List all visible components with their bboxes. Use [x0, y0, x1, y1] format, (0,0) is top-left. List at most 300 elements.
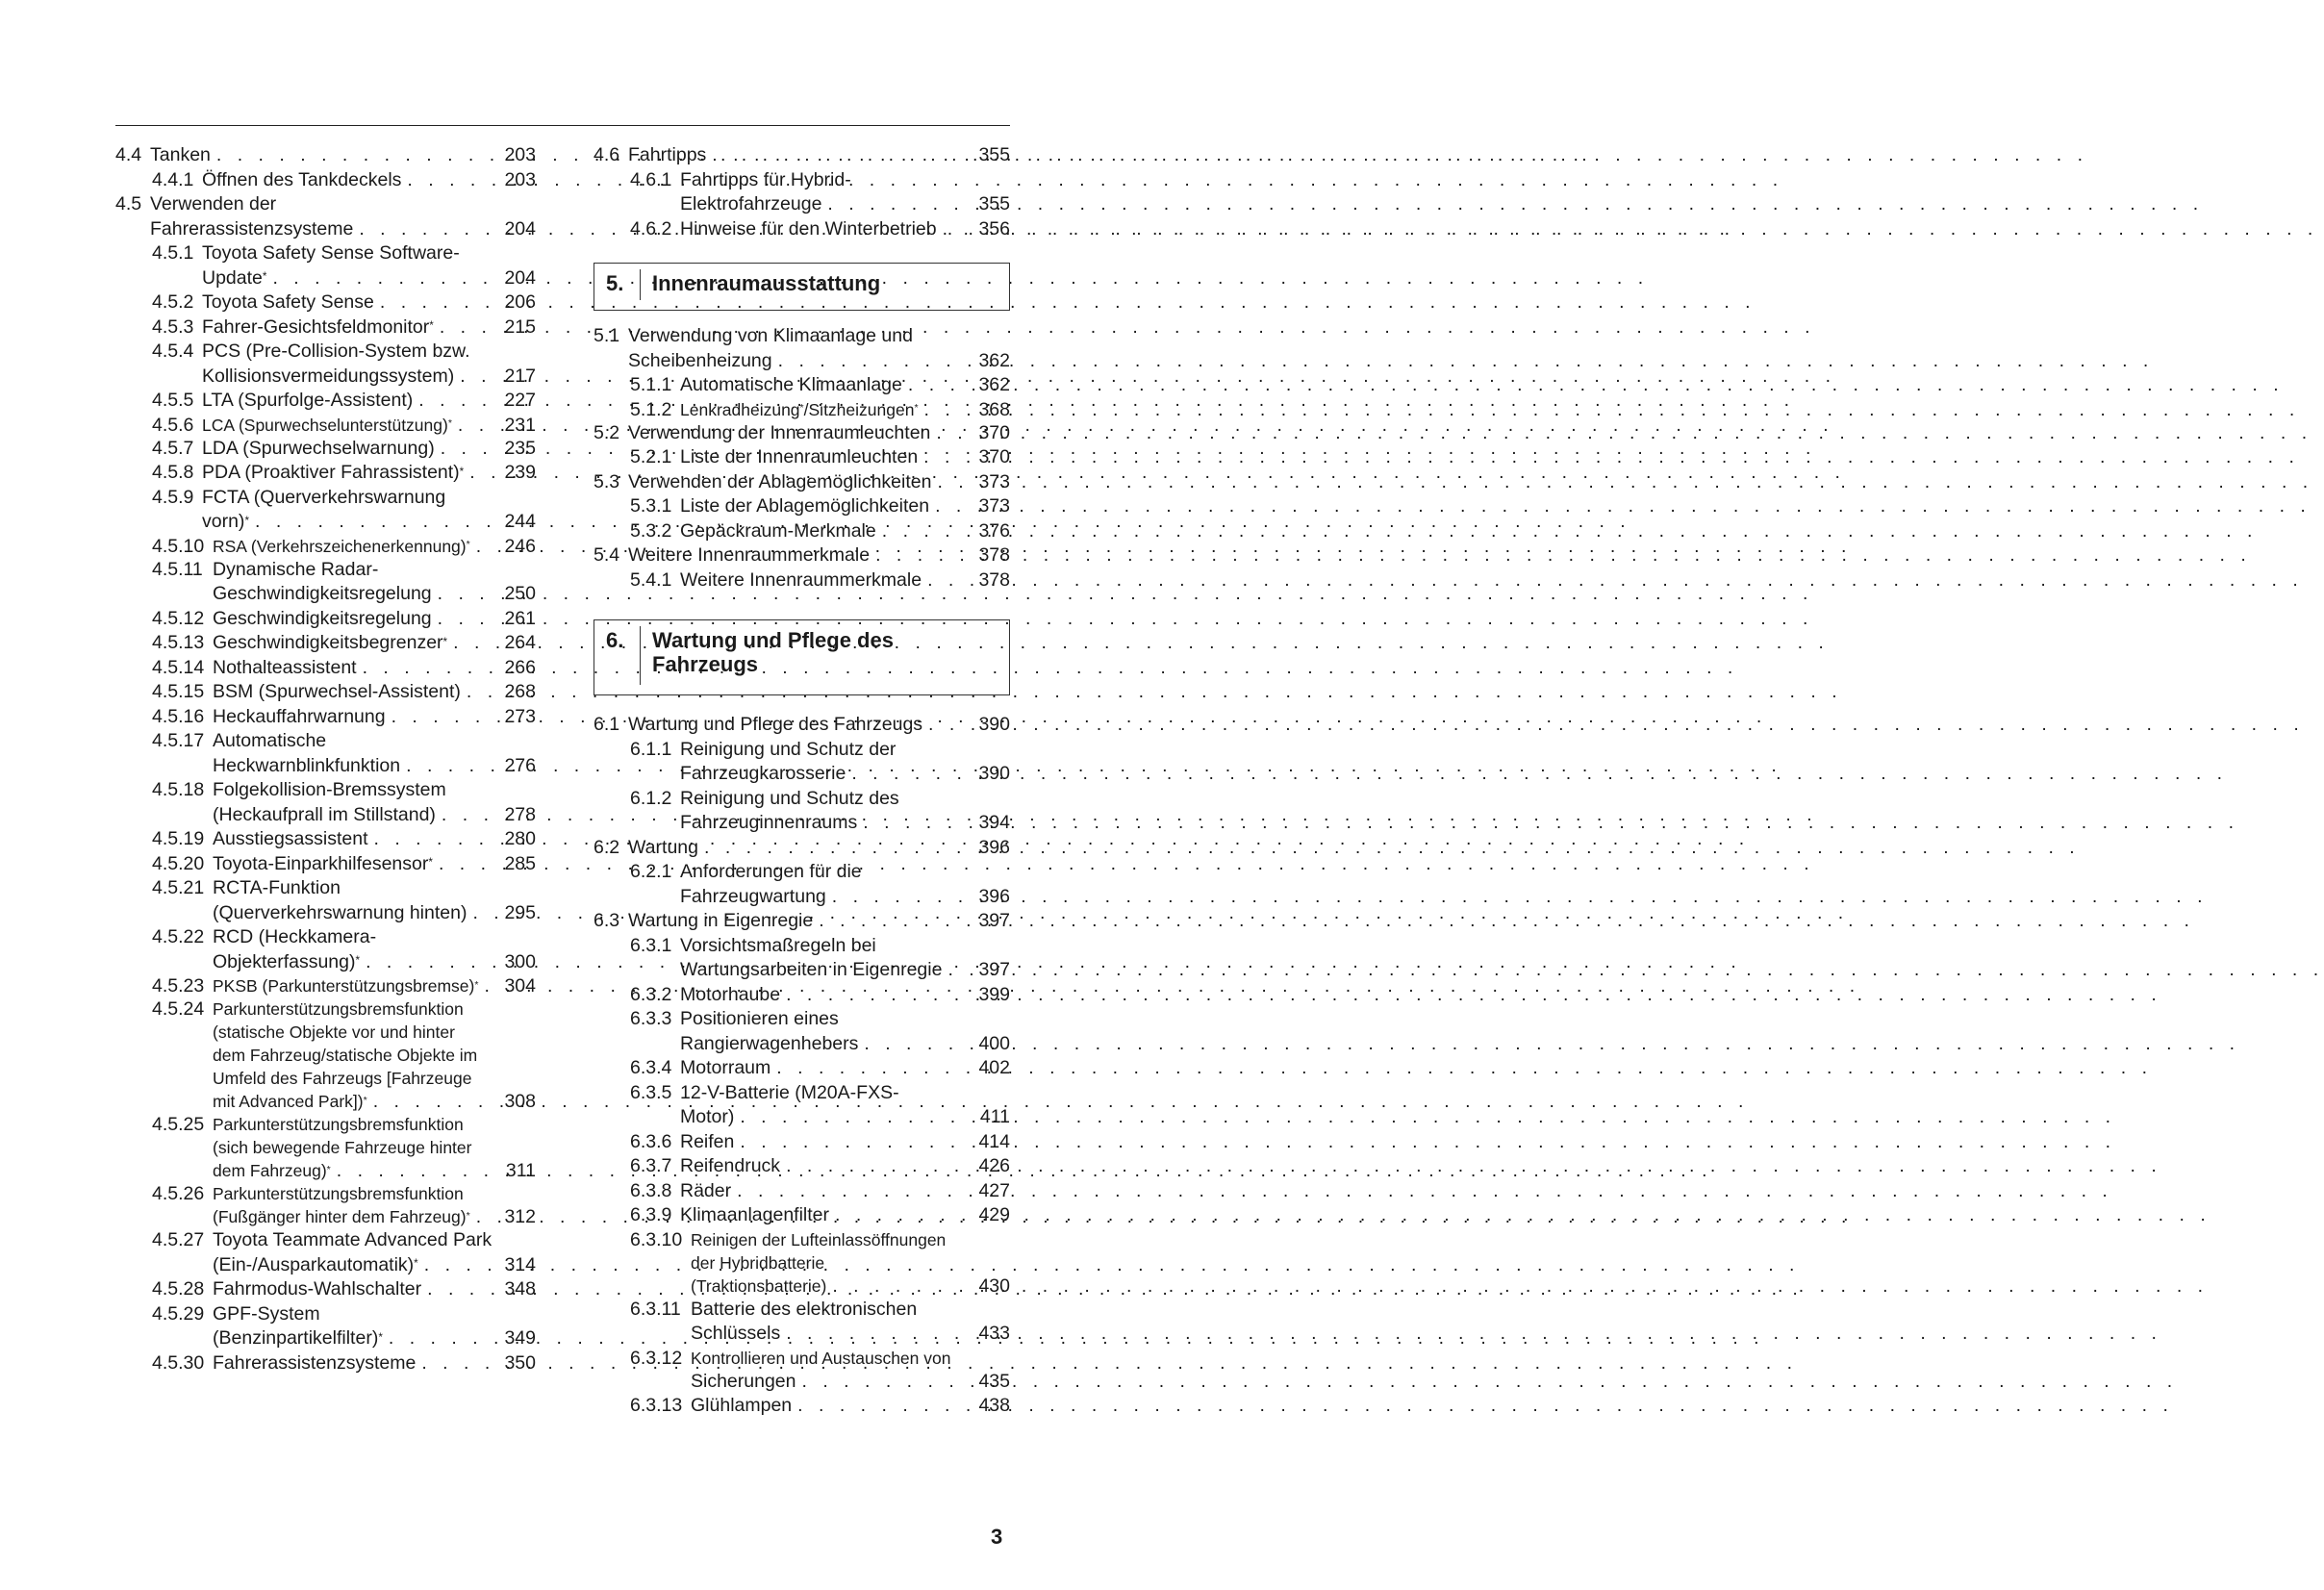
toc-entry-line — [594, 470, 1010, 495]
toc-entry-line — [594, 421, 1010, 446]
toc-entry-number: 4.5.3 — [152, 315, 194, 338]
footnote-asterisk: * — [244, 514, 249, 527]
toc-entry-page[interactable]: 266 — [504, 656, 536, 678]
toc-entry-page[interactable]: 204 — [504, 217, 536, 240]
toc-entry-number: 6.3.12 — [630, 1347, 683, 1369]
toc-entry-number: 6.1.2 — [630, 787, 672, 809]
toc-entry[interactable] — [115, 656, 536, 681]
toc-entry-page[interactable]: 314 — [504, 1253, 536, 1275]
toc-entry[interactable] — [594, 1394, 1010, 1419]
toc-entry[interactable] — [115, 535, 536, 558]
toc-entry[interactable] — [594, 519, 1010, 544]
toc-entry[interactable] — [594, 1056, 1010, 1081]
toc-entry-number: 4.5.2 — [152, 291, 194, 313]
toc-entry[interactable] — [594, 909, 1010, 934]
toc-entry[interactable] — [115, 1228, 536, 1277]
toc-entry[interactable] — [115, 778, 536, 827]
toc-entry-title: Reinigen der Lufteinlassöffnungen — [691, 1229, 947, 1249]
toc-entry-title: Fahrerassistenzsysteme — [213, 1351, 417, 1374]
toc-entry-title: Batterie des elektronischen — [691, 1298, 918, 1320]
dot-leader — [796, 1370, 979, 1395]
toc-entry-page[interactable]: 235 — [504, 437, 536, 459]
toc-entry[interactable] — [115, 1113, 536, 1182]
toc-entry-continuation — [152, 1159, 536, 1182]
toc-entry-page[interactable]: 396 — [978, 836, 1010, 858]
dot-leader — [902, 373, 979, 398]
toc-entry-title: Wartung — [628, 836, 698, 858]
toc-entry-title: Toyota Safety Sense — [202, 291, 374, 313]
toc-entry[interactable] — [594, 568, 1010, 593]
toc-entry-title: Verwendung der Innenraumleuchten — [628, 421, 931, 443]
dot-leader — [467, 901, 504, 926]
toc-entry-title: Fahrer-Gesichtsfeldmonitor* — [202, 315, 434, 338]
toc-entry-continuation — [630, 811, 1010, 836]
toc-entry-page[interactable]: 261 — [504, 607, 536, 629]
toc-entry-title: Parkunterstützungsbremsfunktion — [213, 999, 464, 1019]
toc-entry[interactable] — [115, 852, 536, 877]
toc-entry-continuation — [152, 1253, 536, 1278]
toc-entry-page[interactable]: 368 — [978, 398, 1010, 420]
toc-entry-title: Parkunterstützungsbremsfunktion — [213, 1115, 464, 1134]
toc-entry-page[interactable]: 370 — [978, 446, 1010, 467]
dot-leader — [792, 1394, 978, 1419]
chapter-5-header[interactable] — [594, 263, 1010, 311]
toc-entry-title: Umfeld des Fahrzeugs [Fahrzeuge — [213, 1069, 472, 1088]
toc-entry-page[interactable]: 203 — [504, 144, 536, 165]
toc-entry-page[interactable]: 204 — [504, 266, 536, 289]
toc-entry-line — [630, 445, 1010, 470]
toc-entry-page[interactable]: 206 — [504, 291, 536, 313]
page-number: 3 — [991, 1525, 1003, 1549]
toc-entry-page[interactable]: 348 — [504, 1278, 536, 1300]
footnote-asterisk: * — [914, 402, 919, 415]
toc-entry[interactable] — [594, 1203, 1010, 1228]
toc-entry-title: Öffnen des Tankdeckels — [202, 168, 402, 190]
toc-entry[interactable] — [594, 494, 1010, 519]
toc-entry[interactable] — [594, 1081, 1010, 1130]
toc-entry-title: Rangierwagenhebers — [680, 1032, 859, 1054]
toc-entry-line — [152, 680, 536, 705]
toc-entry-title: Weitere Innenraummerkmale — [680, 568, 922, 591]
toc-entry-title: Reinigung und Schutz des — [680, 787, 899, 809]
toc-entry-page[interactable]: 273 — [504, 705, 536, 727]
toc-entry[interactable] — [115, 461, 536, 486]
toc-entry[interactable] — [115, 705, 536, 730]
toc-entry-title: Dynamische Radar- — [213, 558, 379, 580]
chapter-6-header[interactable] — [594, 619, 1010, 695]
toc-entry-continuation — [630, 1275, 1010, 1298]
toc-entry[interactable] — [115, 1302, 536, 1351]
toc-entry-number: 4.5.17 — [152, 730, 205, 751]
toc-entry-line — [594, 324, 1010, 349]
toc-entry[interactable] — [115, 340, 536, 389]
toc-entry-continuation — [594, 349, 1010, 374]
toc-entry-page[interactable]: 427 — [978, 1179, 1010, 1201]
toc-entry[interactable] — [115, 315, 536, 341]
chapter-6-number: 6. — [594, 620, 641, 694]
toc-entry[interactable] — [594, 421, 1010, 446]
toc-entry-page[interactable]: 280 — [504, 828, 536, 849]
toc-entry-number: 6.3.9 — [630, 1204, 672, 1225]
toc-entry-line — [152, 461, 536, 486]
toc-entry-continuation — [152, 1021, 536, 1044]
toc-entry-title: Toyota Safety Sense Software- — [202, 242, 460, 264]
toc-entry-continuation — [630, 1032, 1010, 1057]
toc-entry-title: Elektrofahrzeuge — [680, 193, 822, 215]
toc-entry-page[interactable]: 244 — [504, 511, 536, 532]
toc-entry[interactable] — [594, 543, 1010, 568]
toc-entry-title: Ausstiegsassistent — [213, 828, 368, 849]
toc-entry-page[interactable]: 414 — [978, 1130, 1010, 1152]
toc-entry-number: 6.3.2 — [630, 983, 672, 1005]
toc-entry-line — [152, 1228, 536, 1253]
toc-entry-page[interactable]: 350 — [504, 1351, 536, 1374]
toc-entry[interactable] — [594, 983, 1010, 1008]
toc-entry-page[interactable]: 268 — [504, 681, 536, 702]
footnote-asterisk: * — [355, 954, 361, 968]
dot-leader — [357, 656, 505, 681]
toc-entry[interactable] — [115, 192, 536, 241]
dot-leader — [826, 885, 979, 910]
top-rule — [115, 125, 1010, 126]
toc-entry-number: 4.5.25 — [152, 1114, 205, 1135]
toc-entry-page[interactable]: 438 — [978, 1395, 1010, 1416]
dot-leader — [461, 680, 505, 705]
toc-entry-page[interactable]: 246 — [504, 535, 536, 557]
toc-entry-number: 4.5.16 — [152, 705, 205, 727]
toc-entry-title: Kollisionsvermeidungssystem) — [202, 365, 455, 387]
toc-entry-line — [152, 827, 536, 852]
toc-entry[interactable] — [594, 1347, 1010, 1395]
toc-entry-number: 4.5.15 — [152, 681, 205, 702]
toc-entry-line — [152, 1277, 536, 1302]
dot-leader — [826, 1275, 978, 1298]
dot-leader — [858, 1032, 978, 1057]
dot-leader — [734, 1130, 978, 1155]
toc-entry-line — [630, 1130, 1010, 1155]
toc-entry-line — [152, 486, 536, 511]
toc-entry-page[interactable]: 433 — [978, 1323, 1010, 1344]
toc-entry-number: 6.3.6 — [630, 1130, 672, 1152]
toc-entry-page[interactable]: 227 — [504, 390, 536, 411]
toc-entry[interactable] — [594, 470, 1010, 495]
toc-entry[interactable] — [115, 486, 536, 535]
toc-entry-line — [630, 787, 1010, 812]
toc-entry-page[interactable]: 203 — [504, 168, 536, 190]
toc-entry-page[interactable]: 370 — [978, 421, 1010, 443]
toc-entry-continuation — [152, 1136, 536, 1159]
toc-entry-page[interactable]: 276 — [504, 754, 536, 776]
toc-entry-page[interactable]: 394 — [978, 812, 1010, 833]
toc-entry-page[interactable]: 399 — [978, 983, 1010, 1005]
toc-entry[interactable] — [594, 143, 1010, 168]
toc-entry-number: 5.2.1 — [630, 446, 672, 467]
toc-entry[interactable] — [115, 1182, 536, 1228]
toc-entry-page[interactable]: 285 — [504, 852, 536, 874]
toc-entry-number: 6.3.3 — [630, 1008, 672, 1029]
toc-entry-page[interactable]: 390 — [978, 763, 1010, 784]
toc-entry-page[interactable]: 400 — [978, 1032, 1010, 1054]
toc-entry-title: LTA (Spurfolge-Assistent) — [202, 390, 414, 411]
toc-entry-page[interactable]: 355 — [978, 144, 1010, 165]
toc-entry[interactable] — [594, 836, 1010, 861]
dot-leader — [930, 421, 978, 446]
toc-entry-page[interactable]: 217 — [504, 365, 536, 387]
dot-leader — [374, 290, 505, 315]
toc-entry-line — [152, 1351, 536, 1376]
toc-entry-page[interactable]: 373 — [978, 495, 1010, 517]
dot-leader — [829, 1203, 978, 1228]
toc-entry-page[interactable]: 355 — [978, 193, 1010, 215]
toc-entry-continuation — [152, 901, 536, 926]
toc-entry-page[interactable]: 373 — [978, 470, 1010, 492]
toc-entry-number: 4.5.30 — [152, 1351, 205, 1374]
toc-entry-line — [594, 836, 1010, 861]
toc-entry-title: Fahrzeugkarosserie — [680, 763, 846, 784]
toc-entry-number: 4.5.19 — [152, 828, 205, 849]
toc-entry-number: 4.6.2 — [630, 217, 672, 240]
toc-entry-page[interactable]: 312 — [504, 1206, 536, 1227]
toc-entry-title: Reinigung und Schutz der — [680, 738, 897, 760]
toc-entry[interactable] — [594, 1154, 1010, 1179]
toc-entry-line — [152, 974, 536, 997]
toc-entry-line — [152, 290, 536, 315]
toc-entry-line — [630, 1298, 1010, 1323]
toc-entry[interactable] — [115, 389, 536, 414]
toc-entry[interactable] — [594, 1298, 1010, 1347]
toc-entry-title: Geschwindigkeitsbegrenzer* — [213, 632, 448, 653]
dot-leader — [435, 437, 505, 462]
toc-entry-line — [594, 143, 1010, 168]
toc-entry-number: 5.4 — [594, 544, 620, 566]
dot-leader — [266, 266, 504, 291]
toc-entry-title: Wartungsarbeiten in Eigenregie — [680, 959, 943, 980]
toc-entry-line — [630, 373, 1010, 398]
toc-entry-page[interactable]: 378 — [978, 544, 1010, 566]
toc-entry[interactable] — [594, 1228, 1010, 1298]
toc-entry-title: Scheibenheizung — [628, 349, 772, 371]
toc-entry-page[interactable]: 308 — [504, 1091, 536, 1112]
toc-entry-title: (Ein-/Ausparkautomatik)* — [213, 1253, 418, 1275]
toc-entry[interactable] — [115, 680, 536, 705]
dot-leader — [937, 217, 979, 242]
toc-left-column — [115, 143, 536, 1375]
toc-entry-title: Gepäckraum-Merkmale — [680, 519, 876, 542]
dot-leader — [780, 983, 978, 1008]
toc-entry-number: 6.3.4 — [630, 1057, 672, 1078]
toc-entry-title: vorn)* — [202, 511, 249, 532]
toc-entry-line — [630, 519, 1010, 544]
toc-entry[interactable] — [594, 738, 1010, 787]
toc-entry[interactable] — [594, 1007, 1010, 1056]
toc-entry-number: 4.5.8 — [152, 462, 194, 483]
toc-entry[interactable] — [115, 631, 536, 656]
toc-entry-number: 4.6 — [594, 144, 620, 165]
toc-entry-title: PCS (Pre-Collision-System bzw. — [202, 341, 470, 362]
toc-entry-page[interactable]: 362 — [978, 349, 1010, 371]
dot-leader — [931, 470, 978, 495]
toc-entry-title: (Benzinpartikelfilter)* — [213, 1327, 383, 1349]
dot-leader — [780, 1322, 978, 1347]
toc-entry-number: 4.5.21 — [152, 877, 205, 898]
dot-leader — [249, 510, 504, 535]
toc-entry-line — [152, 778, 536, 803]
toc-entry[interactable] — [115, 437, 536, 462]
toc-entry-page[interactable]: 402 — [978, 1057, 1010, 1078]
toc-entry-page[interactable]: 426 — [978, 1155, 1010, 1176]
toc-entry-title: Verwenden der Ablagemöglichkeiten — [628, 470, 932, 492]
toc-entry-page[interactable]: 311 — [505, 1160, 536, 1181]
toc-entry-page[interactable]: 349 — [504, 1327, 536, 1349]
dot-leader — [368, 827, 505, 852]
chapter-5-number: 5. — [594, 264, 641, 310]
toc-entry-page[interactable]: 397 — [978, 910, 1010, 931]
toc-entry-title: Fahrzeugwartung — [680, 885, 826, 907]
toc-entry-line — [152, 315, 536, 341]
toc-entry-number: 4.5.9 — [152, 486, 194, 508]
toc-entry[interactable] — [115, 241, 536, 290]
toc-entry[interactable] — [115, 558, 536, 607]
toc-entry-line — [152, 729, 536, 754]
toc-entry-page[interactable]: 239 — [504, 462, 536, 483]
toc-entry[interactable] — [115, 143, 536, 168]
toc-entry-title: Kontrollieren und Austauschen von — [691, 1348, 951, 1368]
toc-entry[interactable] — [115, 827, 536, 852]
toc-entry-page[interactable]: 435 — [978, 1370, 1010, 1392]
toc-entry[interactable] — [115, 414, 536, 437]
toc-entry-title: Liste der Ablagemöglichkeiten — [680, 495, 930, 517]
toc-entry-page[interactable]: 231 — [504, 414, 536, 436]
toc-entry-continuation — [152, 1067, 536, 1090]
toc-entry-continuation — [630, 885, 1010, 910]
toc-entry-line — [594, 713, 1010, 738]
toc-entry-title: Verwenden der — [150, 193, 277, 215]
toc-entry-title: LCA (Spurwechselunterstützung)* — [202, 415, 452, 435]
toc-entry-title: Nothalteassistent — [213, 656, 357, 678]
toc-entry-line — [152, 876, 536, 901]
toc-entry-title: Motorraum — [680, 1057, 771, 1078]
toc-entry[interactable] — [115, 1351, 536, 1376]
dot-leader — [857, 811, 978, 836]
toc-entry-number: 4.5.4 — [152, 341, 194, 362]
toc-entry-page[interactable]: 396 — [978, 885, 1010, 907]
toc-entry-continuation — [152, 754, 536, 779]
toc-entry[interactable] — [115, 290, 536, 315]
toc-entry-page[interactable]: 390 — [978, 714, 1010, 735]
toc-entry-number: 4.5.11 — [152, 558, 203, 580]
toc-entry-number: 6.1.1 — [630, 738, 672, 760]
toc-entry-page[interactable]: 429 — [978, 1204, 1010, 1225]
toc-entry-page[interactable]: 215 — [504, 315, 536, 338]
toc-entry[interactable] — [594, 860, 1010, 909]
toc-entry[interactable] — [115, 974, 536, 997]
toc-entry-number: 5.1.2 — [630, 398, 672, 420]
toc-entry[interactable] — [115, 925, 536, 974]
toc-entry-title: mit Advanced Park])* — [213, 1092, 367, 1111]
toc-entry-number: 4.5.14 — [152, 656, 205, 678]
toc-entry[interactable] — [115, 997, 536, 1113]
toc-entry-page[interactable]: 264 — [504, 632, 536, 653]
toc-entry-title: Verwendung von Klimaanlage und — [628, 325, 913, 346]
toc-entry-number: 5.1 — [594, 325, 620, 346]
toc-entry-number: 5.3 — [594, 470, 620, 492]
toc-entry-page[interactable]: 362 — [978, 374, 1010, 395]
dot-leader — [432, 582, 505, 607]
toc-entry[interactable] — [115, 729, 536, 778]
toc-entry-page[interactable]: 295 — [504, 901, 536, 923]
dot-leader — [331, 1159, 506, 1182]
toc-entry-number: 4.5 — [115, 193, 142, 215]
toc-entry-page[interactable]: 278 — [504, 803, 536, 825]
toc-entry-title: GPF-System — [213, 1302, 320, 1325]
toc-entry-title: Reifendruck — [680, 1155, 781, 1176]
toc-entry[interactable] — [594, 787, 1010, 836]
toc-entry-page[interactable]: 376 — [978, 519, 1010, 542]
toc-entry-line — [152, 1113, 536, 1136]
dot-leader — [400, 754, 504, 779]
toc-entry-title: der Hybridbatterie — [691, 1252, 825, 1273]
footnote-asterisk: * — [799, 402, 804, 415]
dot-leader — [770, 1056, 978, 1081]
toc-entry[interactable] — [594, 445, 1010, 470]
toc-entry-page[interactable]: 250 — [504, 583, 536, 604]
toc-entry[interactable] — [115, 607, 536, 632]
toc-entry[interactable] — [594, 398, 1010, 421]
toc-entry-continuation — [152, 1044, 536, 1067]
toc-entry-page[interactable]: 397 — [978, 959, 1010, 980]
toc-entry-page[interactable]: 430 — [978, 1275, 1010, 1297]
footnote-asterisk: * — [466, 539, 470, 551]
toc-entry-page[interactable]: 378 — [978, 568, 1010, 591]
toc-entry-line — [630, 1081, 1010, 1106]
dot-leader — [434, 315, 505, 341]
dot-leader — [464, 461, 504, 486]
dot-leader — [780, 1154, 978, 1179]
toc-entry[interactable] — [115, 168, 536, 193]
dot-leader — [870, 543, 978, 568]
toc-entry[interactable] — [594, 373, 1010, 398]
toc-entry[interactable] — [115, 876, 536, 925]
toc-entry-title: RCD (Heckkamera- — [213, 926, 377, 947]
dot-leader — [813, 909, 978, 934]
toc-entry-continuation — [152, 1205, 536, 1228]
toc-entry-title: Schlüssels — [691, 1323, 781, 1344]
toc-entry-continuation — [152, 803, 536, 828]
toc-entry-title: Automatische — [213, 730, 327, 751]
toc-entry-page[interactable]: 356 — [978, 217, 1010, 240]
toc-entry[interactable] — [594, 1179, 1010, 1204]
toc-entry[interactable] — [115, 1277, 536, 1302]
toc-entry[interactable] — [594, 934, 1010, 983]
toc-entry-page[interactable]: 304 — [504, 975, 536, 997]
toc-entry-line — [630, 1007, 1010, 1032]
toc-entry-page[interactable]: 411 — [979, 1106, 1010, 1127]
toc-entry-page[interactable]: 300 — [504, 950, 536, 972]
toc-entry-continuation — [152, 950, 536, 975]
chapter-6-title — [641, 620, 905, 694]
toc-entry[interactable] — [594, 1130, 1010, 1155]
toc-entry-title: Wartung in Eigenregie — [628, 910, 814, 931]
toc-entry[interactable] — [594, 713, 1010, 738]
toc-entry-line — [630, 398, 1010, 421]
toc-entry[interactable] — [594, 324, 1010, 373]
footnote-asterisk: * — [326, 1163, 331, 1175]
toc-entry-number: 6.3.11 — [630, 1298, 681, 1320]
toc-entry[interactable] — [594, 217, 1010, 242]
toc-entry-number: 5.3.1 — [630, 495, 672, 517]
toc-entry-line — [152, 558, 536, 583]
toc-entry[interactable] — [594, 168, 1010, 217]
